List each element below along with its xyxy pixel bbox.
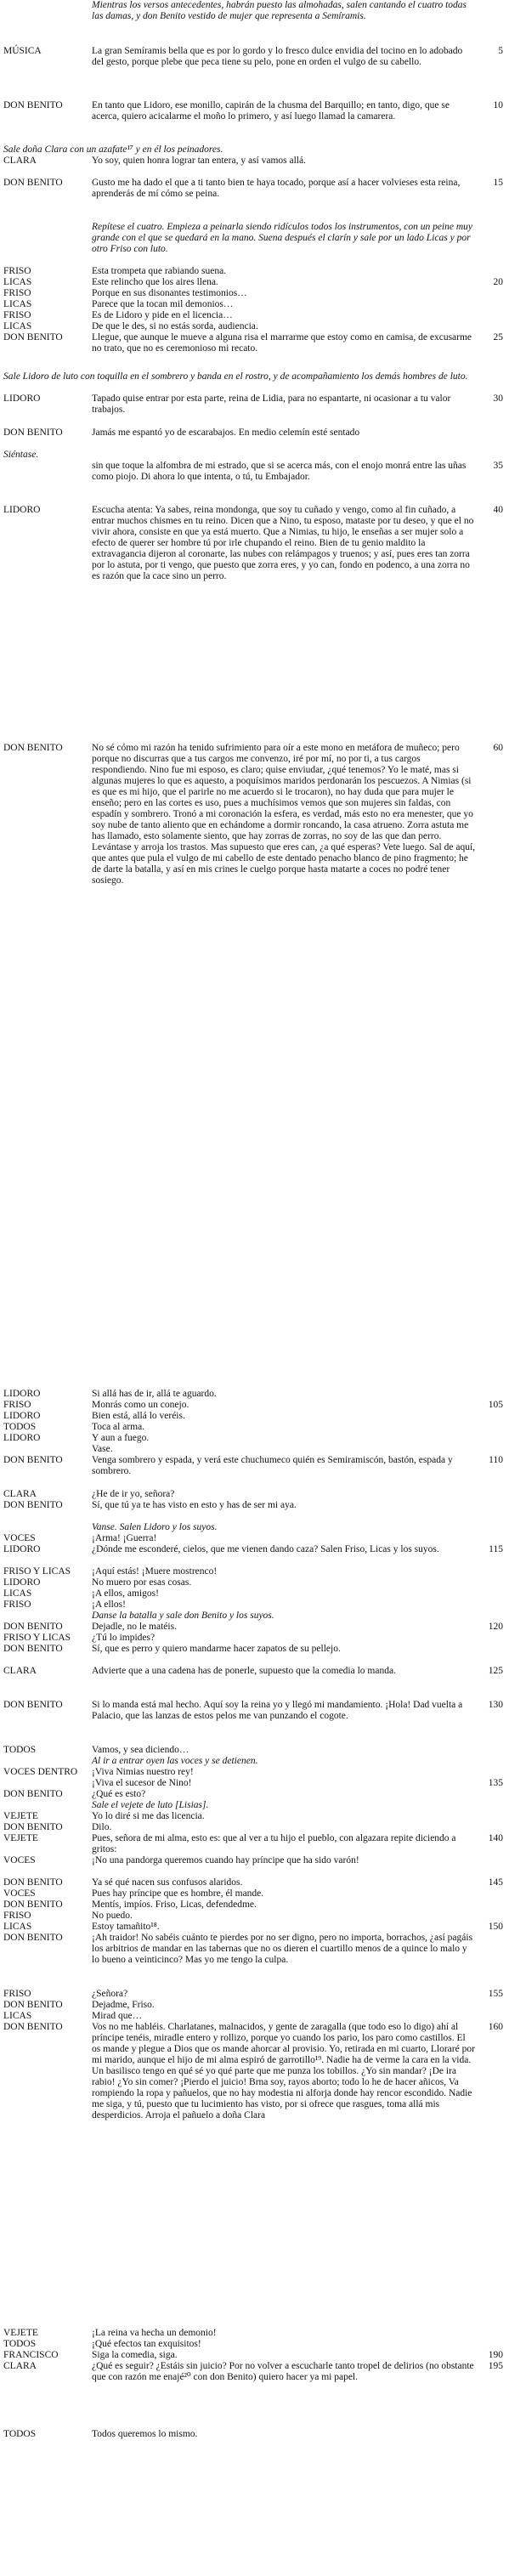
- play-line: [0, 1811, 509, 1822]
- dialogue-text: Pues hay príncipe que es hombre, él mande.: [92, 1888, 264, 1899]
- speaker-name: TODOS: [3, 1745, 37, 1755]
- dialogue-text: ¡Qué efectos tan exquisitos!: [92, 2339, 201, 2349]
- play-line: [0, 1633, 509, 1644]
- speaker-name: FRANCISCO: [3, 2350, 59, 2360]
- line-number: 195: [488, 2361, 503, 2371]
- dialogue-text: ¿Dónde me esconderé, cielos, que me vienen dando caza? Salen Friso, Licas y los suyos.: [92, 1544, 439, 1554]
- line-number: 20: [493, 277, 503, 287]
- speaker-name: VOCES DENTRO: [3, 1767, 78, 1777]
- dialogue-text: Estoy tamañito¹⁸.: [92, 1922, 160, 1932]
- speaker-name: DON BENITO: [3, 1877, 63, 1888]
- line-number: 160: [488, 2022, 503, 2032]
- speaker-name: MÚSICA: [3, 46, 42, 56]
- stage-direction: [0, 144, 509, 156]
- dialogue-text: Todos queremos lo mismo.: [92, 2429, 198, 2439]
- speaker-name: DON BENITO: [3, 2022, 63, 2032]
- speaker-name: CLARA: [3, 156, 37, 166]
- dialogue-text: Este relincho que los aires llena.: [92, 277, 218, 287]
- speaker-name: LICAS: [3, 321, 32, 331]
- play-line: [0, 2429, 509, 2440]
- speaker-name: FRISO: [3, 266, 31, 276]
- dialogue-text: ¡Viva el sucesor de Nino!: [92, 1778, 192, 1788]
- speaker-name: DON BENITO: [3, 1822, 63, 1832]
- speaker-name: CLARA: [3, 1666, 37, 1676]
- dialogue-text: ¿Señora?: [92, 1989, 128, 1999]
- dialogue-text: Gusto me ha dado el que a ti tanto bien te haya tocado, porque así a hacer volvieses esta reina, aprenderás de mí cómo se peina.: [92, 178, 461, 199]
- play-line: [0, 1933, 509, 1989]
- play-line: [0, 2350, 509, 2361]
- play-line: [0, 2361, 509, 2429]
- play-line: [0, 2000, 509, 2011]
- dialogue-text: Ya sé qué nacen sus confusos alaridos.: [92, 1877, 243, 1888]
- play-line: [0, 1400, 509, 1411]
- speaker-name: DON BENITO: [3, 2000, 63, 2010]
- line-number: 190: [488, 2350, 503, 2360]
- line-number: 115: [489, 1544, 503, 1554]
- speaker-name: LICAS: [3, 299, 32, 309]
- speaker-name: VOCES: [3, 1888, 36, 1899]
- play-line: [0, 1422, 509, 1433]
- speaker-name: FRISO Y LICAS: [3, 1633, 71, 1643]
- play-line: [0, 266, 509, 277]
- stage-direction: [0, 1756, 509, 1767]
- speaker-name: DON BENITO: [3, 178, 63, 188]
- speaker-name: DON BENITO: [3, 1455, 63, 1465]
- play-line: [0, 1389, 509, 1400]
- play-line: [0, 1767, 509, 1778]
- play-line: [0, 1544, 509, 1566]
- play-line: [0, 1444, 509, 1455]
- play-line: [0, 1566, 509, 1577]
- line-number: 35: [493, 461, 503, 471]
- play-line: [0, 743, 509, 1389]
- dialogue-text: ¡A ellos, amigos!: [92, 1588, 159, 1599]
- stage-direction-text: Al ir a entrar oyen las voces y se detienen.: [92, 1756, 258, 1766]
- dialogue-text: Advierte que a una cadena has de ponerle, supuesto que la comedia lo manda.: [92, 1666, 396, 1676]
- dialogue-text: sin que toque la alfombra de mi estrado, que si se acerca más, con el enojo monrá entre las uñas como piojo. Di ahora lo que intenta, o tú, tu Embajador.: [92, 461, 467, 482]
- play-line: [0, 2328, 509, 2339]
- play-line: [0, 1789, 509, 1800]
- play-line: [0, 2022, 509, 2328]
- play-line: [0, 1822, 509, 1833]
- dialogue-text: Esta trompeta que rabiando suena.: [92, 266, 227, 276]
- speaker-name: TODOS: [3, 2339, 37, 2349]
- line-number: 10: [493, 100, 503, 110]
- dialogue-text: Jamás me espantó yo de escarabajos. En medio celemín esté sentado: [92, 427, 360, 438]
- speaker-name: LICAS: [3, 1922, 32, 1932]
- line-number: 105: [488, 1400, 503, 1410]
- speaker-name: FRISO: [3, 310, 31, 320]
- line-number: 155: [488, 1989, 503, 1999]
- stage-direction-text: Vanse. Salen Lidoro y los suyos.: [92, 1522, 218, 1532]
- play-line: [0, 332, 509, 371]
- speaker-name: LICAS: [3, 277, 32, 287]
- speaker-name: LIDORO: [3, 1389, 41, 1399]
- dialogue-text: Mentís, impíos. Friso, Licas, defendedme.: [92, 1899, 257, 1910]
- stage-direction-text: Sale Lidoro de luto con toquilla en el sombrero y banda en el rostro, y de acompañamiento los demás hombres de luto.: [3, 371, 468, 382]
- speaker-name: LICAS: [3, 2011, 32, 2021]
- dialogue-text: ¿Qué es seguir? ¿Estáis sin juicio? Por no volver a escucharle tanto tropel de delirios (no obstante que con razón me enajé²⁰ con don Benito) quiero hacer ya mi papel.: [92, 2361, 474, 2382]
- play-line: [0, 1989, 509, 2000]
- line-number: 60: [493, 743, 503, 753]
- dialogue-text: Si allá has de ir, allá te aguardo.: [92, 1389, 217, 1399]
- speaker-name: DON BENITO: [3, 1500, 63, 1510]
- play-line: [0, 1666, 509, 1700]
- play-line: [0, 1644, 509, 1666]
- dialogue-text: No muero por esas cosas.: [92, 1577, 192, 1588]
- stage-direction: [0, 371, 509, 393]
- stage-direction: [0, 1522, 509, 1533]
- stage-direction-text: Siéntase.: [3, 450, 39, 460]
- dialogue-text: ¡Arma! ¡Guerra!: [92, 1533, 157, 1543]
- dialogue-text: ¡Ah traidor! No sabéis cuánto te pierdes por no ser digno, pero no importa, borrachos, ¿así pagáis los arbitrios de mandar en las tabernas que no os dieren el cuartillo menos de a quince lo malo y lo bueno a veinticinco? Mas yo me tengo la culpa.: [92, 1933, 473, 1965]
- play-line: [0, 1877, 509, 1888]
- play-line: [0, 1855, 509, 1877]
- dialogue-text: ¿Tú lo impides?: [92, 1633, 156, 1643]
- play-line: [0, 321, 509, 332]
- line-number: 140: [488, 1833, 503, 1843]
- line-number: 145: [488, 1877, 503, 1888]
- line-number: 15: [493, 178, 503, 188]
- dialogue-text: Si lo manda está mal hecho. Aquí soy la reina yo y llegó mi mandamiento. ¡Hola! Dad vuelta a Palacio, que las lanzas de estos pelos me van punzando el cogote.: [92, 1700, 463, 1721]
- play-line: [0, 1899, 509, 1911]
- dialogue-text: De que le des, si no estás sorda, audiencia.: [92, 321, 258, 331]
- line-number: 5: [498, 46, 503, 56]
- dialogue-text: Toca al arma.: [92, 1422, 145, 1432]
- dialogue-text: Dejadle, no le matéis.: [92, 1622, 177, 1632]
- dialogue-text: Venga sombrero y espada, y verá este chuchumeco quién es Semiramiscón, bastón, espada y sombrero.: [92, 1455, 453, 1476]
- play-line: [0, 427, 509, 450]
- dialogue-text: ¡Viva Nimias nuestro rey!: [92, 1767, 194, 1777]
- speaker-name: CLARA: [3, 1489, 37, 1499]
- line-number: 130: [488, 1700, 503, 1710]
- play-line: [0, 178, 509, 222]
- speaker-name: LIDORO: [3, 1544, 41, 1554]
- play-line: [0, 1489, 509, 1500]
- dialogue-text: Bien está, allá lo veréis.: [92, 1411, 185, 1421]
- dialogue-text: Llegue, que aunque le mueve a alguna risa el marrarme que estoy como en camisa, de excusarme no trato, que no es ceremonioso mi recato.: [92, 332, 472, 354]
- stage-direction-text: Sale el vejete de luto [Lisias].: [92, 1800, 209, 1810]
- dialogue-text: Dilo.: [92, 1822, 112, 1832]
- dialogue-text: Sí, que tú ya te has visto en esto y has de ser mi aya.: [92, 1500, 297, 1510]
- line-number: 135: [488, 1778, 503, 1788]
- play-line: [0, 156, 509, 178]
- speaker-name: VEJETE: [3, 1833, 38, 1843]
- speaker-name: CLARA: [3, 2361, 37, 2371]
- play-line: [0, 2011, 509, 2022]
- stage-direction-text: Danse la batalla y sale don Benito y los suyos.: [92, 1611, 274, 1621]
- play-line: [0, 1745, 509, 1756]
- speaker-name: FRISO: [3, 288, 31, 298]
- dialogue-text: Yo lo diré si me das licencia.: [92, 1811, 205, 1821]
- stage-direction-text: Mientras los versos antecedentes, habrán puesto las almohadas, salen cantando el cuatro todas las damas, y don Benito vestido de mujer que representa a Semíramis.: [92, 0, 467, 21]
- play-line: [0, 277, 509, 288]
- dialogue-text: ¡La reina va hecha un demonio!: [92, 2328, 217, 2338]
- speaker-name: DON BENITO: [3, 1789, 63, 1799]
- play-line: [0, 1455, 509, 1489]
- play-line: [0, 1778, 509, 1789]
- stage-direction: [0, 0, 509, 46]
- play-line: [0, 1700, 509, 1745]
- dialogue-text: Mirad que…: [92, 2011, 143, 2021]
- stage-direction-text: Sale doña Clara con un azafate¹⁷ y en él los peinadores.: [3, 144, 223, 155]
- speaker-name: DON BENITO: [3, 1700, 63, 1710]
- play-line: [0, 1577, 509, 1588]
- line-number: 30: [493, 393, 503, 404]
- line-number: 125: [488, 1666, 503, 1676]
- stage-direction: [0, 1800, 509, 1811]
- line-number: 40: [493, 505, 503, 515]
- play-line: [0, 100, 509, 144]
- play-line: [0, 1588, 509, 1599]
- play-line: [0, 505, 509, 743]
- dialogue-text: No puedo.: [92, 1911, 133, 1921]
- play-line: [0, 288, 509, 299]
- line-number: 150: [488, 1922, 503, 1932]
- speaker-name: FRISO: [3, 1989, 31, 1999]
- play-line: [0, 46, 509, 100]
- dialogue-text: Escucha atenta: Ya sabes, reina mondonga, que soy tu cuñado y vengo, como al fin cuñado, a entrar muchos chismes en tu reino. Dicen que a Nino, tu esposo, mataste por tu deseo, y que el no vivir ahora, consiste en que ya está muerto. Que a Nimias, tu hijo, le enseñas a ser mujer solo a efecto de querer ser hombre tú por irle chupando el reino. Bien de tu genio maldito la extravagancia dijeron al coronarte, las nubes con relámpagos y truenos; y así, pues eres tan zorra por lo astuta, por ti vengo, que puesto que zorra eres, y yo can, fondo en podenco, a una zorra no es razón que la cace sino un perro.: [92, 505, 474, 581]
- play-line: [0, 1411, 509, 1422]
- stage-direction-text: Repítese el cuatro. Empieza a peinarla siendo ridículos todos los instrumentos, con un peine muy grande con el que se quedará en la mano. Suena después el clarín y sale por un lado Licas y por otro Friso con luto.: [92, 222, 473, 254]
- speaker-name: TODOS: [3, 2429, 37, 2439]
- dialogue-text: Porque en sus disonantes testimonios…: [92, 288, 247, 298]
- dialogue-text: Parece que la tocan mil demonios…: [92, 299, 234, 309]
- stage-direction: [0, 450, 509, 461]
- speaker-name: DON BENITO: [3, 1899, 63, 1910]
- dialogue-text: Yo soy, quien honra lograr tan entera, y así vamos allá.: [92, 156, 306, 166]
- dialogue-text: Vase.: [92, 1444, 113, 1454]
- play-line: [0, 461, 509, 505]
- dialogue-text: La gran Semíramis bella que es por lo gordo y lo fresco dulce envidia del tocino en lo adobado del gesto, porque plebe que peca tiene su pelo, pone en orden el vulgo de su cabello.: [92, 46, 463, 67]
- speaker-name: LIDORO: [3, 1411, 41, 1421]
- speaker-name: FRISO: [3, 1400, 31, 1410]
- dialogue-text: No sé cómo mi razón ha tenido sufrimiento para oír a este mono en metáfora de muñeco; pero porque no discurras que a tus cargos me convenzo, iré por mí, no por ti, a tus cargos respondiendo. Nino fue mi esposo, es claro; quise enviudar, ¿qué tenemos? Yo le maté, mas si algunas mujeres lo que es aquesto, a poquísimos maridos perdonarán los pescuezos. A Nimias (si es que es mi hijo, que el parirle no me acuerdo si le trocaron), no hay duda que para mujer le enseño; pero en las cortes es uso, pues a muchísimos vemos que son mujeres sin faldas, con espadín y sombrero. Tronó a mi coronación la esfera, es verdad, más esto no era menester, que yo soy nube de tanto aliento que en echándome a dormir roncando, la casa atrueno. Zorra astuta me has llamado, esto solamente siento, que hay zorras de zorras, no soy de las que dan perro. Levántase y arroja los trastos. Mas supuesto que eres can, ¿a qué esperas? Vete luego. Sal de aquí, que antes que pula el vulgo de mi cabello de este dentado penacho blanco de pino fragmento; he de darte la batalla, y así en mis crines le cuelgo porque hasta matarte a coces no podré tener sosiego.: [92, 743, 476, 886]
- speaker-name: VEJETE: [3, 1811, 38, 1821]
- play-line: [0, 1599, 509, 1611]
- speaker-name: DON BENITO: [3, 332, 63, 343]
- speaker-name: DON BENITO: [3, 1644, 63, 1654]
- stage-direction: [0, 222, 509, 266]
- speaker-name: DON BENITO: [3, 100, 63, 110]
- speaker-name: FRISO: [3, 1599, 31, 1610]
- play-line: [0, 1888, 509, 1899]
- play-line: [0, 1433, 509, 1444]
- dialogue-text: Monrás como un conejo.: [92, 1400, 189, 1410]
- play-line: [0, 1622, 509, 1633]
- dialogue-text: Siga la comedia, siga.: [92, 2350, 178, 2360]
- play-line: [0, 310, 509, 321]
- speaker-name: FRISO: [3, 1911, 31, 1921]
- line-number: 120: [488, 1622, 503, 1632]
- dialogue-text: Vos no me habléis. Charlatanes, malnacidos, y gente de zaragalla (que todo eso lo digo) ahí al príncipe tenéis, miradle entero y rollizo, porque yo cuando los pario, los paro como castillos. El os mande y plegue a Dios que os mande ahorcar al provisio. Yo, retirada en mi cuarto, Lloraré por mi marido, aunque el hijo de mi alma espiró de garrotillo¹⁹. Nadie ha de verme la cara en la vida. Un basilisco tengo en qué sé yo qué parte que me punza los tobillos. ¿Yo sin mandar? ¡De ira rabio! ¿Yo sin comer? ¡Pierdo el juicio! Brna soy, rayos aborto; todo lo he de hacer añicos, Va rompiendo la ropa y pañuelos, que no hay modestia ni alforja donde hay rencor escondido. Nadie me siga, y tú, puesto que tu lucimiento has visto, por si ofrece que rasgues, toma allá mis desperdicios. Arroja el pañuelo a doña Clara: [92, 2022, 475, 2120]
- speaker-name: DON BENITO: [3, 427, 63, 438]
- play-line: [0, 1911, 509, 1922]
- play-line: [0, 1500, 509, 1522]
- play-line: [0, 1833, 509, 1855]
- speaker-name: VOCES: [3, 1855, 36, 1865]
- play-line: [0, 299, 509, 310]
- play-line: [0, 2339, 509, 2350]
- line-number: 110: [489, 1455, 503, 1465]
- dialogue-text: ¿He de ir yo, señora?: [92, 1489, 175, 1499]
- speaker-name: DON BENITO: [3, 1622, 63, 1632]
- dialogue-text: Pues, señora de mi alma, esto es: que al ver a tu hijo el pueblo, con algazara repite diciendo a gritos:: [92, 1833, 456, 1854]
- speaker-name: VOCES: [3, 1533, 36, 1543]
- play-line: [0, 393, 509, 427]
- dialogue-text: En tanto que Lidoro, ese monillo, capirán de la chusma del Barquillo; en tanto, digo, que se acerca, quiero acicalarme el moño lo primero, y así luego llamad la camarera.: [92, 100, 450, 122]
- line-number: 25: [493, 332, 503, 343]
- dialogue-text: Vamos, y sea diciendo…: [92, 1745, 189, 1755]
- speaker-name: LICAS: [3, 1588, 32, 1599]
- dialogue-text: Es de Lidoro y pide en el licencia…: [92, 310, 233, 320]
- dialogue-text: ¡Aquí estás! ¡Muere mostrenco!: [92, 1566, 218, 1577]
- speaker-name: LIDORO: [3, 1433, 41, 1443]
- dialogue-text: Y aun a fuego.: [92, 1433, 150, 1443]
- dialogue-text: ¡No una pandorga queremos cuando hay príncipe que ha sido varón!: [92, 1855, 359, 1865]
- speaker-name: FRISO Y LICAS: [3, 1566, 71, 1577]
- speaker-name: DON BENITO: [3, 743, 63, 753]
- speaker-name: TODOS: [3, 1422, 37, 1432]
- speaker-name: LIDORO: [3, 505, 41, 515]
- play-line: [0, 1533, 509, 1544]
- dialogue-text: Sí, que es perro y quiero mandarme hacer zapatos de su pellejo.: [92, 1644, 341, 1654]
- dialogue-text: Dejadme, Friso.: [92, 2000, 155, 2010]
- speaker-name: LIDORO: [3, 1577, 41, 1588]
- dialogue-text: ¡A ellos!: [92, 1599, 126, 1610]
- speaker-name: DON BENITO: [3, 1933, 63, 1943]
- dialogue-text: Tapado quise entrar por esta parte, reina de Lidia, para no espantarte, ni ocasionar a tu valor trabajos.: [92, 393, 451, 415]
- stage-direction: [0, 1611, 509, 1622]
- speaker-name: VEJETE: [3, 2328, 38, 2338]
- dialogue-text: ¿Qué es esto?: [92, 1789, 146, 1799]
- speaker-name: LIDORO: [3, 393, 41, 404]
- play-line: [0, 1922, 509, 1933]
